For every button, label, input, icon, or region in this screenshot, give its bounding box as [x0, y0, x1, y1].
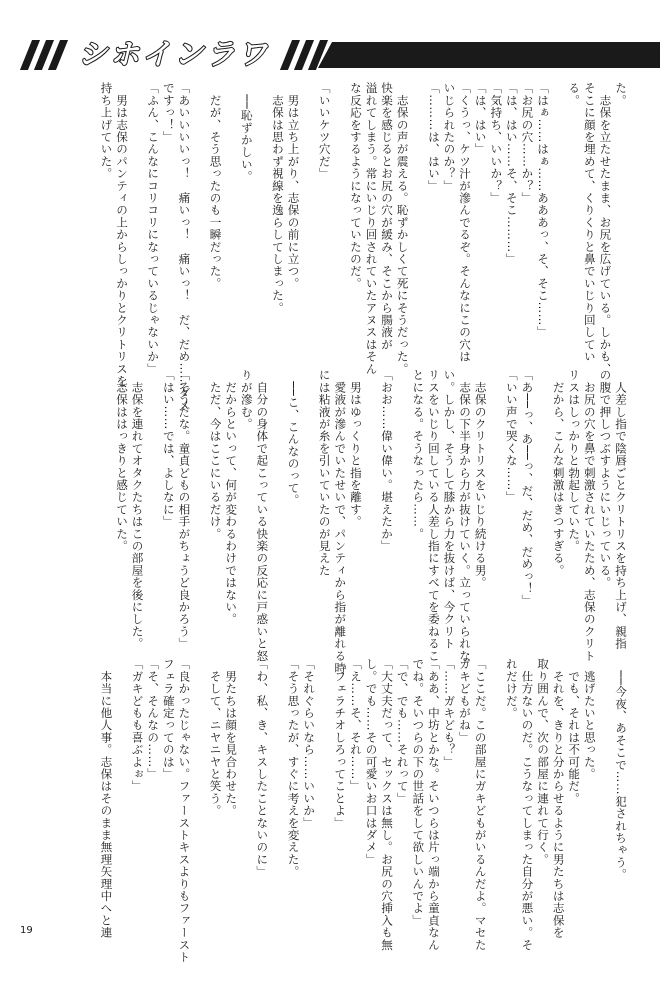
text-column-line: た。 — [614, 82, 628, 107]
text-column-line: な反応をするようになっていたのだ。 — [348, 82, 363, 290]
text-column-line: 快楽を感じるとお尻の穴が緩み、そこから腸液が — [380, 82, 395, 351]
text-column-line — [191, 369, 207, 639]
text-column-line — [550, 82, 566, 354]
text-column-line: る。 — [567, 82, 582, 107]
text-column-line: 「大丈夫だって、セックスは無し。お尻の穴挿入も無 — [380, 658, 395, 951]
text-column-line — [238, 658, 254, 941]
text-column-line: フェラ確定ってのは」 — [161, 658, 176, 780]
text-column-line: れだけだ。 — [504, 658, 519, 719]
text-block-middle — [113, 369, 628, 674]
text-column-line: 持ち上げていた。 — [99, 82, 114, 180]
text-column-line: 愛液が滲んでいたせいで、パンティから指が離れる時 — [333, 369, 348, 674]
text-column-line: それを、きりと分からせるように男たちは志保を — [551, 658, 566, 939]
text-column-line: 「………は、はい」 — [426, 82, 441, 192]
text-column-line: いじられたのか？」 — [442, 82, 457, 192]
text-column-line — [223, 82, 239, 354]
text-column-line: 志保ははっきりと感じていた。 — [115, 369, 129, 552]
text-column-line: りが滲む。 — [239, 369, 254, 430]
text-column-line: リスはしっかりと勃起していた。 — [567, 369, 582, 552]
text-column-line: 取り囲んで、次の部屋に連れて行く。 — [536, 658, 551, 866]
text-column-line: の腹で押しつぶすようにいじっている。 — [598, 369, 613, 589]
text-column-line: 男はゆっくりと指を離す。 — [348, 369, 363, 528]
text-column-line — [534, 369, 550, 639]
text-column-line: 男は立ち上がり、志保の前に立つ。 — [286, 82, 301, 290]
text-column-line: 逃げたいと思った。 — [582, 658, 597, 780]
text-column-line: い。しかし、そうして膝から力を抜けば、今クリト — [442, 369, 457, 650]
text-column-line — [301, 369, 317, 639]
text-column-line — [269, 658, 285, 941]
text-column-line: には粘液が糸を引いていたのが見えた — [317, 369, 332, 577]
text-column-line: 人差し指で陰唇ごとクリトリスを持ち上げ、親指 — [614, 369, 628, 650]
text-column-line: 自分の身体で起こっている快楽の反応に戸惑いと怒 — [255, 369, 270, 662]
text-column-line: 「良かったじゃない。ファーストキスよりもファースト — [177, 658, 192, 963]
text-column-line: 「いいケツ穴だ」 — [317, 82, 332, 180]
text-column-line: 「え……そ、それ……」 — [348, 658, 363, 793]
text-column-line: 「気持ち、いいか？」 — [489, 82, 504, 204]
header-black-bar — [318, 42, 660, 68]
text-column-line — [191, 82, 207, 354]
text-column-line: 「は、はい」 — [473, 82, 488, 156]
text-column-line: そして、ニヤニヤと笑う。 — [208, 658, 223, 817]
text-column-line: ガキどもがね」 — [458, 658, 473, 744]
text-column-line: 「ああ、中坊とかな。そいつらは片っ端から童貞なん — [426, 658, 441, 951]
chapter-header-banner — [18, 38, 660, 72]
text-column-line: 「わ、私、き、キスしたことないのに」 — [255, 658, 270, 878]
text-column-line: 「いい声で哭くな……」 — [504, 369, 519, 504]
text-block-bottom — [98, 658, 628, 963]
text-column-line — [332, 82, 348, 354]
text-column-line: 「お尻の穴……か？」 — [520, 82, 535, 204]
text-column-line — [410, 82, 426, 354]
chapter-title: シホインラワ — [78, 37, 271, 71]
text-column-line: だが、そう思ったのも一瞬だった。 — [208, 82, 223, 290]
text-column-line: 「で、でも……それって」 — [395, 658, 410, 805]
text-column-line: 「フェラチオしろってことよ」 — [333, 658, 348, 829]
text-column-line — [113, 658, 129, 941]
text-column-line: とになる。そうなったら……。 — [411, 369, 426, 540]
text-column-line: 「それぐらいなら……いいか」 — [302, 658, 317, 829]
text-column-line: 「そう思ったが、すぐに考えを変えた。 — [286, 658, 301, 878]
text-column-line: 「あいいいいっ！ 痛いっ！ 痛いっ！ だ、だめ……ダメ — [177, 82, 192, 412]
text-column-line: 「くうっ、ケツ汁が滲んでるぞ。そんなにこの穴は — [458, 82, 473, 363]
text-column-line: 「そうだな。童貞どもの相手がちょうど良かろう」 — [177, 369, 192, 650]
text-column-line: でも、それは不可能だ。 — [567, 658, 582, 805]
text-column-line: だから、こんな刺激はきつすぎる。 — [551, 369, 566, 577]
text-column-line: 本当に他人事。志保はそのまま無理矢理中へと連 — [99, 658, 114, 939]
text-column-line: 志保の声が震える。恥ずかしくて死にそうだった。 — [395, 82, 410, 375]
text-column-line — [488, 658, 504, 941]
text-column-line: リスをいじり回している人差し指にすべてを委ねるこ — [426, 369, 441, 662]
text-column-line: でね。そいつらの下の世話をして欲しいんでよ」 — [411, 658, 426, 927]
text-column-line — [316, 658, 332, 941]
text-column-line: 「あ──っ、あ──っ、だ、だめ、だめっ！」 — [520, 369, 535, 607]
text-column-line: ──今夜、あそこで……犯されちゃう。 — [614, 658, 628, 881]
text-column-line: ──こ、こんなのって。 — [286, 369, 301, 507]
text-column-line — [145, 369, 161, 639]
text-column-line: お尻の穴を鼻で刺激されていたため、志保のクリト — [582, 369, 597, 662]
text-column-line: 志保の下半身から力が抜けていく。立っていられな — [458, 369, 473, 662]
text-column-line: し。でも……その可愛いお口はダメ」 — [364, 658, 379, 866]
text-column-line: 「ガキどもも喜ぶよぉ」 — [130, 658, 145, 793]
text-column-line: 「は、はい……そ、そこ………」 — [504, 82, 519, 265]
text-column-line — [269, 369, 285, 639]
text-column-line — [301, 82, 317, 354]
text-column-line: ただ、今はここにいるだけ。 — [208, 369, 223, 540]
page-number: 19 — [20, 925, 33, 936]
text-column-line: 男たちは顔を見合わせた。 — [224, 658, 239, 817]
text-column-line: ──恥ずかしい。 — [239, 82, 254, 183]
text-column-line: だからといって、何が変わるわけではない。 — [224, 369, 239, 626]
text-column-line: 仕方ないのだ。こうなってしまった自分が悪い。そ — [520, 658, 535, 951]
text-column-line — [488, 369, 504, 639]
text-column-line: 志保は思わず視線を逸らしてしまった。 — [270, 82, 285, 314]
text-column-line: 「……ガキども？」 — [442, 658, 457, 768]
text-column-line: 「ここだ。この部屋にガキどもがいるんだよ。マセた — [473, 658, 488, 951]
text-column-line — [129, 82, 145, 354]
text-column-line: 「はい……では、よしなに」 — [161, 369, 176, 528]
text-column-line — [363, 369, 379, 639]
text-column-line: ですっ！」 — [161, 82, 176, 143]
text-column-line: 志保を立たせたまま、お尻を広げている。しかも、 — [598, 82, 613, 375]
text-column-line: 溢れてしまう。常にいじり回されていたアヌスはそん — [364, 82, 379, 375]
text-column-line — [597, 658, 613, 941]
text-column-line: 志保を連れてオタクたちはこの部屋を後にした。 — [130, 369, 145, 650]
text-column-line: 男は志保のパンティの上からしっかりとクリトリスを — [115, 82, 129, 387]
text-column-line: 「おお……偉い偉い。堪えたか」 — [380, 369, 395, 552]
text-column-line — [254, 82, 270, 354]
text-column-line — [191, 658, 207, 941]
text-column-line: 「そ、そんなの……」 — [146, 658, 161, 780]
text-column-line: 「はぁ……はぁ……あああっ、そ、そこ……」 — [536, 82, 551, 339]
text-column-line: そこに顔を埋めて、くりくりと鼻でいじり回してい — [582, 82, 597, 363]
text-column-line — [394, 369, 410, 639]
text-column-line: 「ふん、こんなにコリコリになっているじゃないか」 — [146, 82, 161, 375]
text-column-line: 志保のクリトリスをいじり続ける男。 — [473, 369, 488, 589]
